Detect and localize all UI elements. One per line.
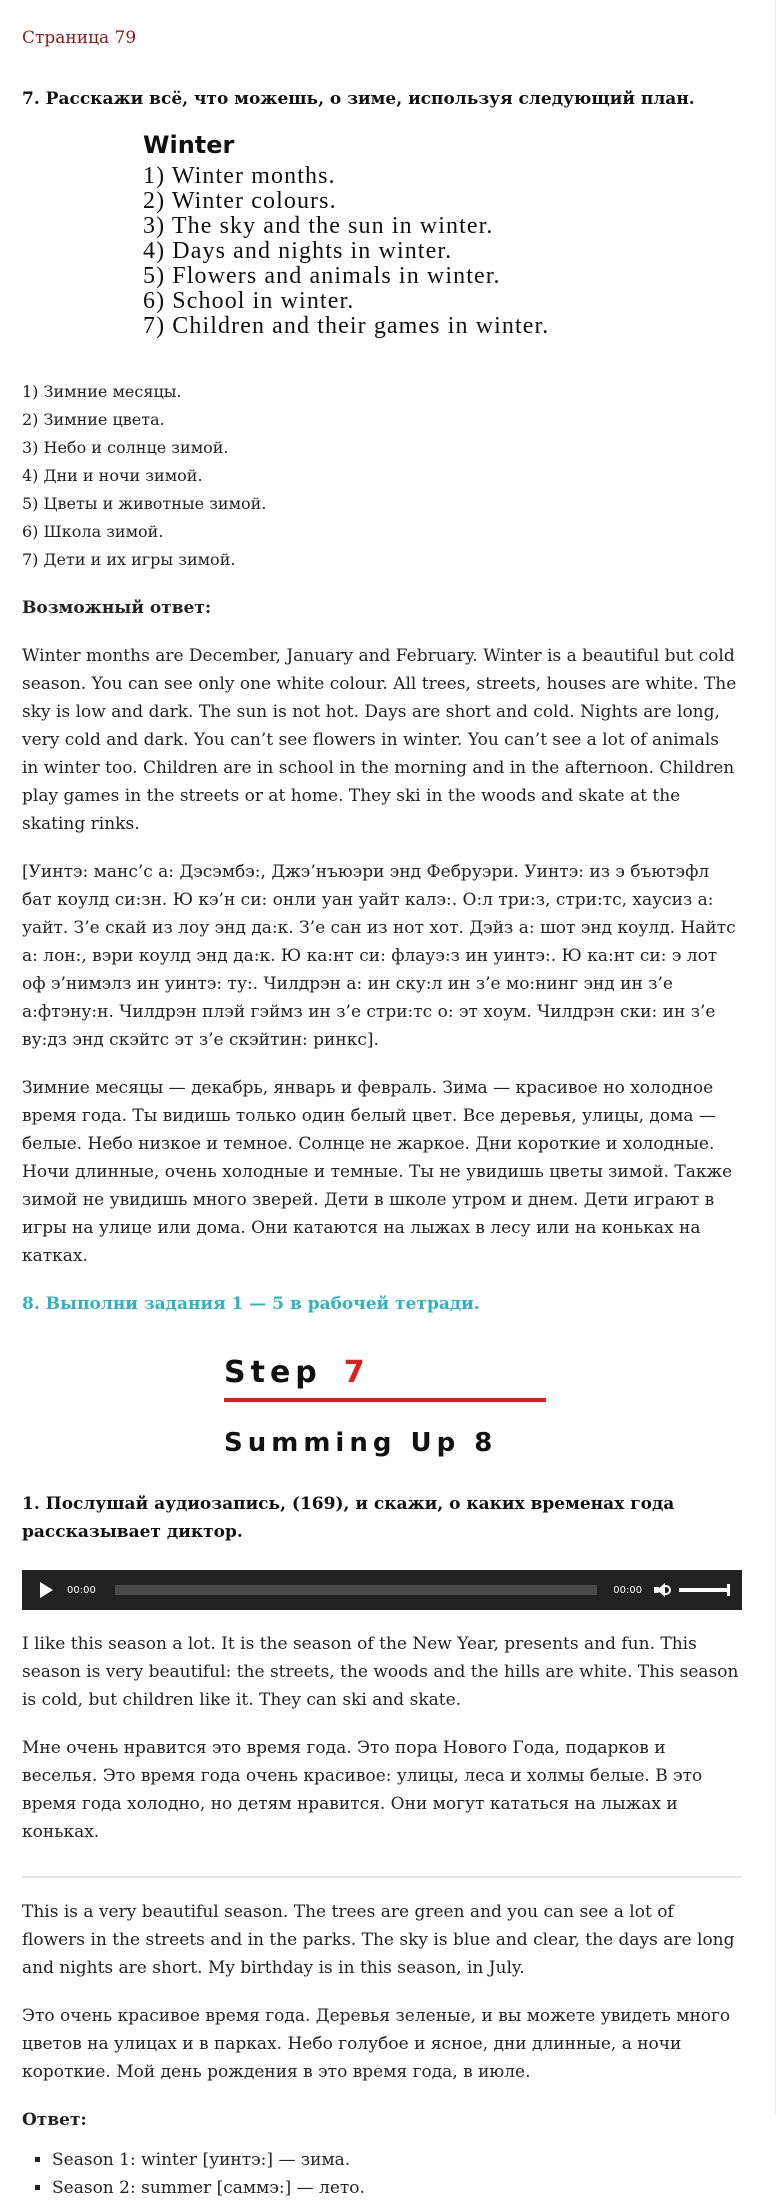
- answer-english: Winter months are December, January and February. Winter is a beautiful but cold season. You can see only one white colour. All trees, streets, houses are white. The sky is low and dark. The sun is not hot. Days are short and cold. Nights are long, very cold and dark. You can’t see flowers in winter. You can’t see a lot of animals in winter too. Children are in school in the morning and in the afternoon. Children play games in the streets or at home. They ski in the woods and skate at the skating rinks.: [22, 646, 737, 834]
- plan-item: 4) Days and nights in winter.: [143, 238, 453, 264]
- answers-list: [22, 2146, 739, 2202]
- plan-item: 7) Children and their games in winter.: [143, 313, 550, 339]
- plan-title: Winter: [143, 131, 235, 159]
- separator: [22, 1876, 742, 1878]
- step-number: 7: [343, 1355, 370, 1390]
- page-link[interactable]: Страница 79: [22, 28, 137, 48]
- plan-item: 6) School in winter.: [143, 288, 355, 314]
- plan-ru-item: 1) Зимние месяцы.: [22, 382, 182, 401]
- winter-plan-image: [143, 130, 643, 348]
- task7-heading: 7. Расскажи всё, что можешь, о зиме, используя следующий план.: [22, 89, 695, 109]
- text1-russian: Мне очень нравится это время года. Это пора Нового Года, подарков и веселья. Это время года очень красивое: улицы, леса и холмы белые. В это время года холодно, но детям нравится. Они могут кататься на лыжах и коньках.: [22, 1738, 703, 1842]
- plan-ru-item: 6) Школа зимой.: [22, 522, 164, 541]
- duration-time: 00:00: [613, 1584, 643, 1596]
- list-item: ▪ Season 2: summer [саммэ:] — лето.: [52, 2174, 739, 2202]
- step-title: [224, 1356, 370, 1390]
- task1-heading: 1. Послушай аудиозапись, (169), и скажи, о каких временах года рассказывает диктор.: [22, 1494, 675, 1542]
- plan-item: 5) Flowers and animals in winter.: [143, 263, 501, 289]
- plan-item: 1) Winter months.: [143, 163, 336, 189]
- volume-icon[interactable]: [654, 1582, 671, 1598]
- list-item: ▪ Season 1: winter [уинтэ:] — зима.: [52, 2146, 739, 2174]
- text2-russian: Это очень красивое время года. Деревья зеленые, и вы можете увидеть много цветов на улицах и в парках. Небо голубое и ясное, дни длинные, а ночи короткие. Мой день рождения в это время года, в июле.: [22, 2006, 731, 2082]
- progress-rail[interactable]: [115, 1585, 597, 1595]
- audio-player: [22, 1570, 742, 1610]
- text1-english: I like this season a lot. It is the season of the New Year, presents and fun. This season is very beautiful: the streets, the woods and the hills are white. This season is cold, but children like it. They can ski and skate.: [22, 1634, 739, 1710]
- plan-ru-item: 5) Цветы и животные зимой.: [22, 494, 267, 513]
- answer-russian: Зимние месяцы — декабрь, январь и февраль. Зима — красивое но холодное время года. Ты видишь только один белый цвет. Все деревья, улицы, дома — белые. Небо низкое и темное. Солнце не жаркое. Дни короткие и холодные. Ночи длинные, очень холодные и темные. Ты не увидишь цветы зимой. Также зимой не увидишь много зверей. Дети в школе утром и днем. Дети играют в игры на улице или дома. Они катаются на лыжах в лесу или на коньках на катках.: [22, 1078, 733, 1266]
- plan-list: [143, 164, 643, 339]
- step-underline: [224, 1398, 546, 1402]
- step-banner: [224, 1356, 554, 1466]
- possible-answer-label: Возможный ответ:: [22, 598, 212, 618]
- plan-ru-item: 4) Дни и ночи зимой.: [22, 466, 203, 485]
- plan-ru-item: 2) Зимние цвета.: [22, 410, 165, 429]
- volume-slider[interactable]: [679, 1588, 728, 1592]
- answer-label: Ответ:: [22, 2110, 87, 2130]
- answer-transcription: [Уинтэ: манс’с а: Дэсэмбэ:, Джэ’нъюэри энд Фебруэри. Уинтэ: из э бъютэфл бат коулд си:зн. Ю кэ’н си: онли уан уайт калэ:. О:л три:з, стри:тс, хаусиз а: уайт. З’е скай из лоу энд да:к. З’е сан из нот хот. Дэйз а: шот энд коулд. Найтс а: лон:, вэри коулд энд да:к. Ю ка:нт си: флауэ:з ин уинтэ:. Ю ка:нт си: э лот оф э’нимэлз ин уинтэ: ту:. Чилдрэн а: ин ску:л ин з’е мо:нинг энд ин з’е а:фтэну:н. Чилдрэн плэй гэймз ин з’е стри:тс о: эт хоум. Чилдрэн ски: ин з’е ву:дз энд скэйтс эт з’е скэйтин: ринкс].: [22, 862, 736, 1050]
- task8-heading: 8. Выполни задания 1 — 5 в рабочей тетради.: [22, 1294, 480, 1314]
- plan-ru-item: 3) Небо и солнце зимой.: [22, 438, 229, 457]
- plan-translation: [22, 378, 739, 574]
- current-time: 00:00: [67, 1584, 96, 1596]
- step-word: Step: [224, 1355, 322, 1390]
- summing-up-title: Summing Up 8: [224, 1428, 498, 1458]
- text2-english: This is a very beautiful season. The trees are green and you can see a lot of flowers in the streets and in the parks. The sky is blue and clear, the days are long and nights are short. My birthday is in this season, in July.: [22, 1902, 735, 1978]
- plan-ru-item: 7) Дети и их игры зимой.: [22, 550, 236, 569]
- plan-item: 3) The sky and the sun in winter.: [143, 213, 494, 239]
- play-icon[interactable]: [40, 1582, 53, 1598]
- plan-item: 2) Winter colours.: [143, 188, 337, 214]
